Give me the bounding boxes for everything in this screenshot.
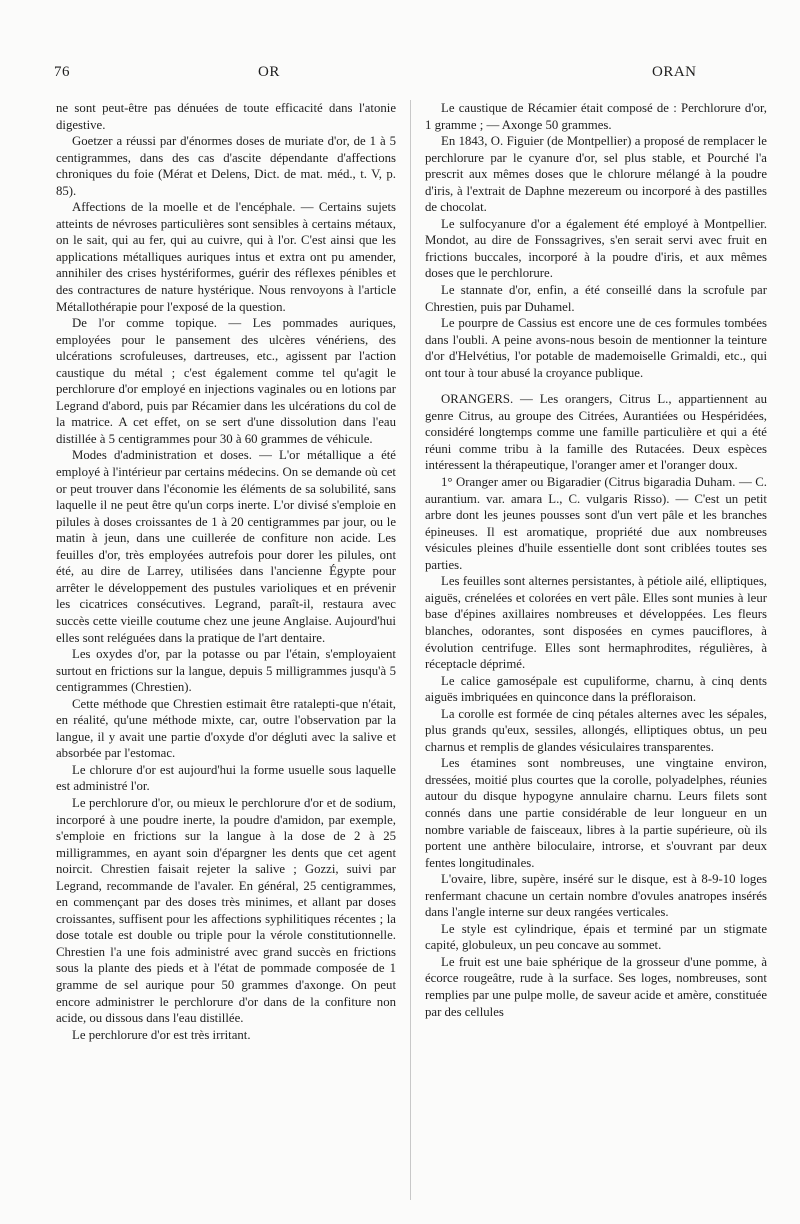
paragraph: Goetzer a réussi par d'énormes doses de muriate d'or, de 1 à 5 centigrammes, dans des cas d'ascite dépendante d'affections chroniques du foie (Mérat et Delens, Dict. de mat. méd., t. V, p. 85). [56,134,396,198]
paragraph: ne sont peut-être pas dénuées de toute efficacité dans l'atonie digestive. [56,101,396,132]
paragraph: Modes d'administration et doses. — L'or métallique a été employé à l'intérieur par certains médecins. On se demande où cet or peut trouver dans l'économie les éléments de sa solubilité, sans laquelle il ne peut être qu'un corps inerte. L'or divisé s'emploie en pilules à doses croissantes de 1 à 20 centigrammes par jour, ou le matin à jeun, dans une cuillerée de confiture non acide. Les feuilles d'or, très employées autrefois pour dorer les pilules, ont été, au dire de Larrey, utilisées dans l'ancienne Égypte pour arrêter le développement des pustules varioliques et en prévenir les cicatrices consécutives. Legrand, paraît-il, restaura avec succès cette vieille coutume chez une jeune Anglaise. Aujourd'hui elles sont reléguées dans la pratique de l'art dentaire. [56,448,396,645]
paragraph: La corolle est formée de cinq pétales alternes avec les sépales, plus grands qu'eux, sessiles, allongés, elliptiques obtus, un peu charnus et remplis de glandes vésiculaires transparentes. [425,706,767,754]
paragraph: Les oxydes d'or, par la potasse ou par l'étain, s'employaient surtout en frictions sur la langue, depuis 5 milligrammes jusqu'à 5 centigrammes (Chrestien). [56,647,396,695]
paragraph: Le perchlorure d'or, ou mieux le perchlorure d'or et de sodium, incorporé à une poudre inerte, la poudre d'amidon, par exemple, s'emploie en frictions sur la langue à la dose de 2 à 25 milligrammes, en ayant soin d'épargner les dents que cet agent noircit. Chrestien faisait rejeter la salive ; Gozzi, suivi par Legrand, recommande de l'avaler. En général, 25 centigrammes, en commençant par des doses très minimes, et allant par doses croissantes, suffisent pour les affections syphilitiques récentes ; la dose totale est double ou triple pour la vérole constitutionnelle. Chrestien l'a une fois administré avec grand succès en frictions sous la plante des pieds et à l'état de pommade composée de 1 gramme de sel aurique pour 50 grammes d'axonge. On peut encore administrer le perchlorure d'or dans de la confiture non acide, ou dissous dans l'eau distillée. [56,795,396,1026]
paragraph: Le chlorure d'or est aujourd'hui la forme usuelle sous laquelle est administré l'or. [56,762,396,794]
paragraph: Le caustique de Récamier était composé de : Perchlorure d'or, 1 gramme ; — Axonge 50 grammes. [425,101,767,132]
paragraph: Les feuilles sont alternes persistantes, à pétiole ailé, elliptiques, aiguës, crénelées et colorées en vert pâle. Elles sont munies à leur base d'épines axillaires nombreuses et développées. Les fleurs blanches, odorantes, sont disposées en cymes pauciflores, à évolution centrifuge. Elles sont hermaphrodites, régulières, à réceptacle déprimé. [425,574,767,672]
paragraph: L'ovaire, libre, supère, inséré sur le disque, est à 8-9-10 loges renfermant chacune un certain nombre d'ovules anatropes insérés dans l'angle interne sur deux rangées verticales. [425,872,767,920]
left-column [56,100,396,1043]
paragraph: Le sulfocyanure d'or a également été employé à Montpellier. Mondot, au dire de Fonssagrives, s'en serait servi avec fruit en frictions buccales, incorporé à la poudre d'iris, et aux mêmes doses que le perchlorure. [425,216,767,281]
paragraph: Cette méthode que Chrestien estimait être ratalepti-que n'était, en réalité, qu'une méthode mixte, car, outre l'observation par la langue, il y avait une partie d'oxyde d'or dégluti avec la salive et absorbée par l'estomac. [56,696,396,761]
left-running-head: OR [258,64,280,80]
paragraph: Le calice gamosépale est cupuliforme, charnu, à cinq dents aiguës imbriquées en quinconce dans la préfloraison. [425,673,767,705]
page-number: 76 [54,64,70,80]
paragraph: De l'or comme topique. — Les pommades auriques, employées pour le pansement des ulcères vénériens, des ulcérations scrofuleuses, dartreuses, etc., agissent par l'action caustique du métal ; c'est également comme tel qu'agit le perchlorure d'or employé en injections vaginales ou en lotions par Legrand d'abord, puis par Récamier dans les ulcérations du col de la matrice. A cet effet, on se sert d'une dissolution dans l'eau distillée à 5 centigrammes pour 30 à 60 grammes de véhicule. [56,316,396,446]
article-entry-orangers: ORANGERS. — Les orangers, Citrus L., appartiennent au genre Citrus, au groupe des Citrées, Aurantiées ou Hespéridées, considéré longtemps comme une famille particulière et qui a été réuni comme tribu à la famille des Rutacées. Deux espèces intéressent la thérapeutique, l'oranger amer et l'oranger doux. [425,392,767,473]
paragraph: Le pourpre de Cassius est encore une de ces formules tombées dans l'oubli. A peine avons-nous besoin de mentionner la teinture d'or d'Helvétius, l'or potable de mademoiselle Grimaldi, etc., qui ont tour à tour abusé la croyance publique. [425,316,767,380]
paragraph: Affections de la moelle et de l'encéphale. — Certains sujets atteints de névroses particulières sont sensibles à certains métaux, on le sait, qui au fer, qui au cuivre, qui à l'or. C'est ainsi que les applications métalliques auriques intus et extra ont pu amender, annihiler des crises hystériformes, guérir des réflexes pénibles et des contractures de nature hystérique. Nous renvoyons à l'article Métallothérapie pour l'exposé de la question. [56,200,396,314]
paragraph: Le stannate d'or, enfin, a été conseillé dans la scrofule par Chrestien, puis par Duhamel. [425,283,767,314]
paragraph: 1° Oranger amer ou Bigaradier (Citrus bigaradia Duham. — C. aurantium. var. amara L., C. vulgaris Risso). — C'est un petit arbre dont les jeunes pousses sont d'un vert pâle et les branches épineuses. Il est aromatique, propriété due aux nombreuses vésicules pleines d'huile essentielle dont sont criblées toutes ses parties. [425,475,767,572]
paragraph: Le style est cylindrique, épais et terminé par un stigmate capité, globuleux, un peu concave au sommet. [425,921,767,953]
paragraph: Le fruit est une baie sphérique de la grosseur d'une pomme, à écorce rougeâtre, rude à la surface. Ses loges, nombreuses, sont remplies par une pulpe molle, de saveur acide et amère, constituée par des cellules [425,954,767,1019]
running-header [50,64,750,90]
column-divider [410,100,411,1200]
paragraph: En 1843, O. Figuier (de Montpellier) a proposé de remplacer le perchlorure par le cyanure d'or, sel plus stable, et Pourché l'a prescrit aux mêmes doses que le chlorure mélangé à la poudre d'iris, à l'extrait de Daphne mezereum ou incorporé à des pastilles de chocolat. [425,134,767,215]
right-running-head: ORAN [652,64,697,80]
paragraph: Les étamines sont nombreuses, une vingtaine environ, dressées, moitié plus courtes que la corolle, polyadelphes, réunies autour du disque hypogyne annulaire charnu. Leurs filets sont connés dans une partie considérable de leur longueur en un nombre variable de faisceaux, libres à la partie supérieure, où ils portent une anthère biloculaire, introrse, et s'ouvrant par deux fentes longitudinales. [425,756,767,870]
right-column [425,100,767,1020]
paragraph: Le perchlorure d'or est très irritant. [72,1027,251,1042]
